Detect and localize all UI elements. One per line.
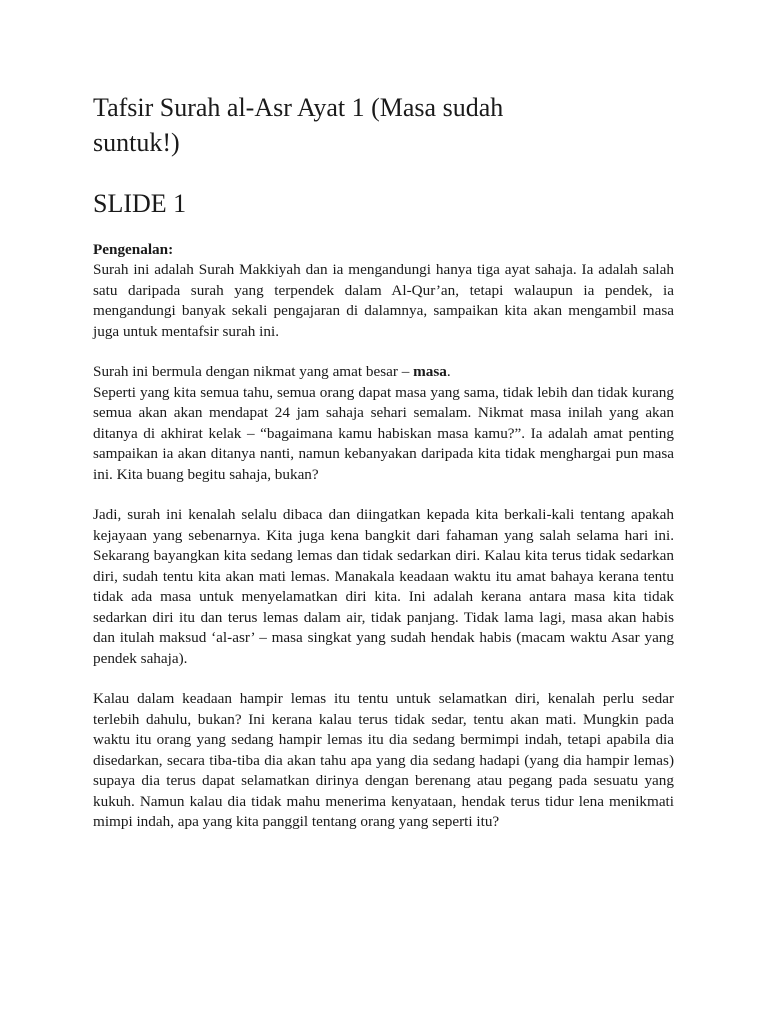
paragraph-masa-bold: masa	[413, 363, 447, 380]
paragraph-spacer	[93, 669, 674, 689]
paragraph-masa-prefix: Surah ini bermula dengan nikmat yang amat besar –	[93, 363, 414, 380]
paragraph-time-gift: Seperti yang kita semua tahu, semua orang dapat masa yang sama, tidak lebih dan tidak kurang semua akan akan mendapat 24 jam sahaja sehari semalam. Nikmat masa inilah yang akan ditanya di akhirat kelak – “bagaimana kamu habiskan masa kamu?”. Ia adalah amat penting sampaikan ia akan ditanya nanti, namun kebanyakan daripada kita tidak menghargai pun masa ini. Kita buang begitu sahaja, bukan?	[93, 383, 674, 483]
paragraph-awareness: Kalau dalam keadaan hampir lemas itu tentu untuk selamatkan diri, kenalah perlu sedar terlebih dahulu, bukan? Ini kerana kalau terus tidak sedar, tentu akan mati. Mungkin pada waktu itu orang yang sedang hampir lemas itu dia sedang bermimpi indah, tetapi apabila dia disedarkan, secara tiba-tiba dia akan tahu apa yang dia sedang hadapi (yang dia hampir lemas) supaya dia terus dapat selamatkan dirinya dengan berenang atau pegang pada sesuatu yang kukuh. Namun kalau dia tidak mahu menerima kenyataan, hendak terus tidur lena menikmati mimpi indah, apa yang kita panggil tentang orang yang seperti itu?	[93, 690, 674, 830]
paragraph-masa	[93, 362, 674, 383]
paragraph-masa-suffix: .	[446, 363, 451, 380]
paragraph-intro: Surah ini adalah Surah Makkiyah dan ia mengandungi hanya tiga ayat sahaja. Ia adalah salah satu daripada surah yang terpendek dalam Al-Qur’an, tetapi walaupun ia pendek, ia mengandungi banyak sekali pengajaran di dalamnya, sampaikan kita akan mengambil masa juga untuk mentafsir surah ini.	[93, 261, 674, 340]
paragraph-spacer	[93, 342, 674, 362]
paragraph-spacer	[93, 485, 674, 505]
paragraph-drowning: Jadi, surah ini kenalah selalu dibaca dan diingatkan kepada kita berkali-kali tentang apakah kejayaan yang sebenarnya. Kita juga kena bangkit dari fahaman yang salah selama hari ini. Sekarang bayangkan kita sedang lemas dan tidak sedarkan diri. Kalau kita terus tidak sedarkan diri, sudah tentu kita akan mati lemas. Manakala keadaan waktu itu amat bahaya kerana tentu tidak ada masa untuk menyelamatkan diri kita. Ini adalah kerana antara masa kita tidak sedarkan diri itu dan terus lemas dalam air, tidak panjang. Tidak lama lagi, masa akan habis dan itulah maksud ‘al-asr’ – masa singkat yang sudah hendak habis (macam waktu Asar yang pendek sahaja).	[93, 506, 674, 667]
section-label: Pengenalan:	[93, 241, 174, 258]
document-page	[93, 90, 674, 833]
slide-heading: SLIDE 1	[93, 189, 187, 218]
document-title: Tafsir Surah al-Asr Ayat 1 (Masa sudah suntuk!)	[93, 93, 504, 157]
